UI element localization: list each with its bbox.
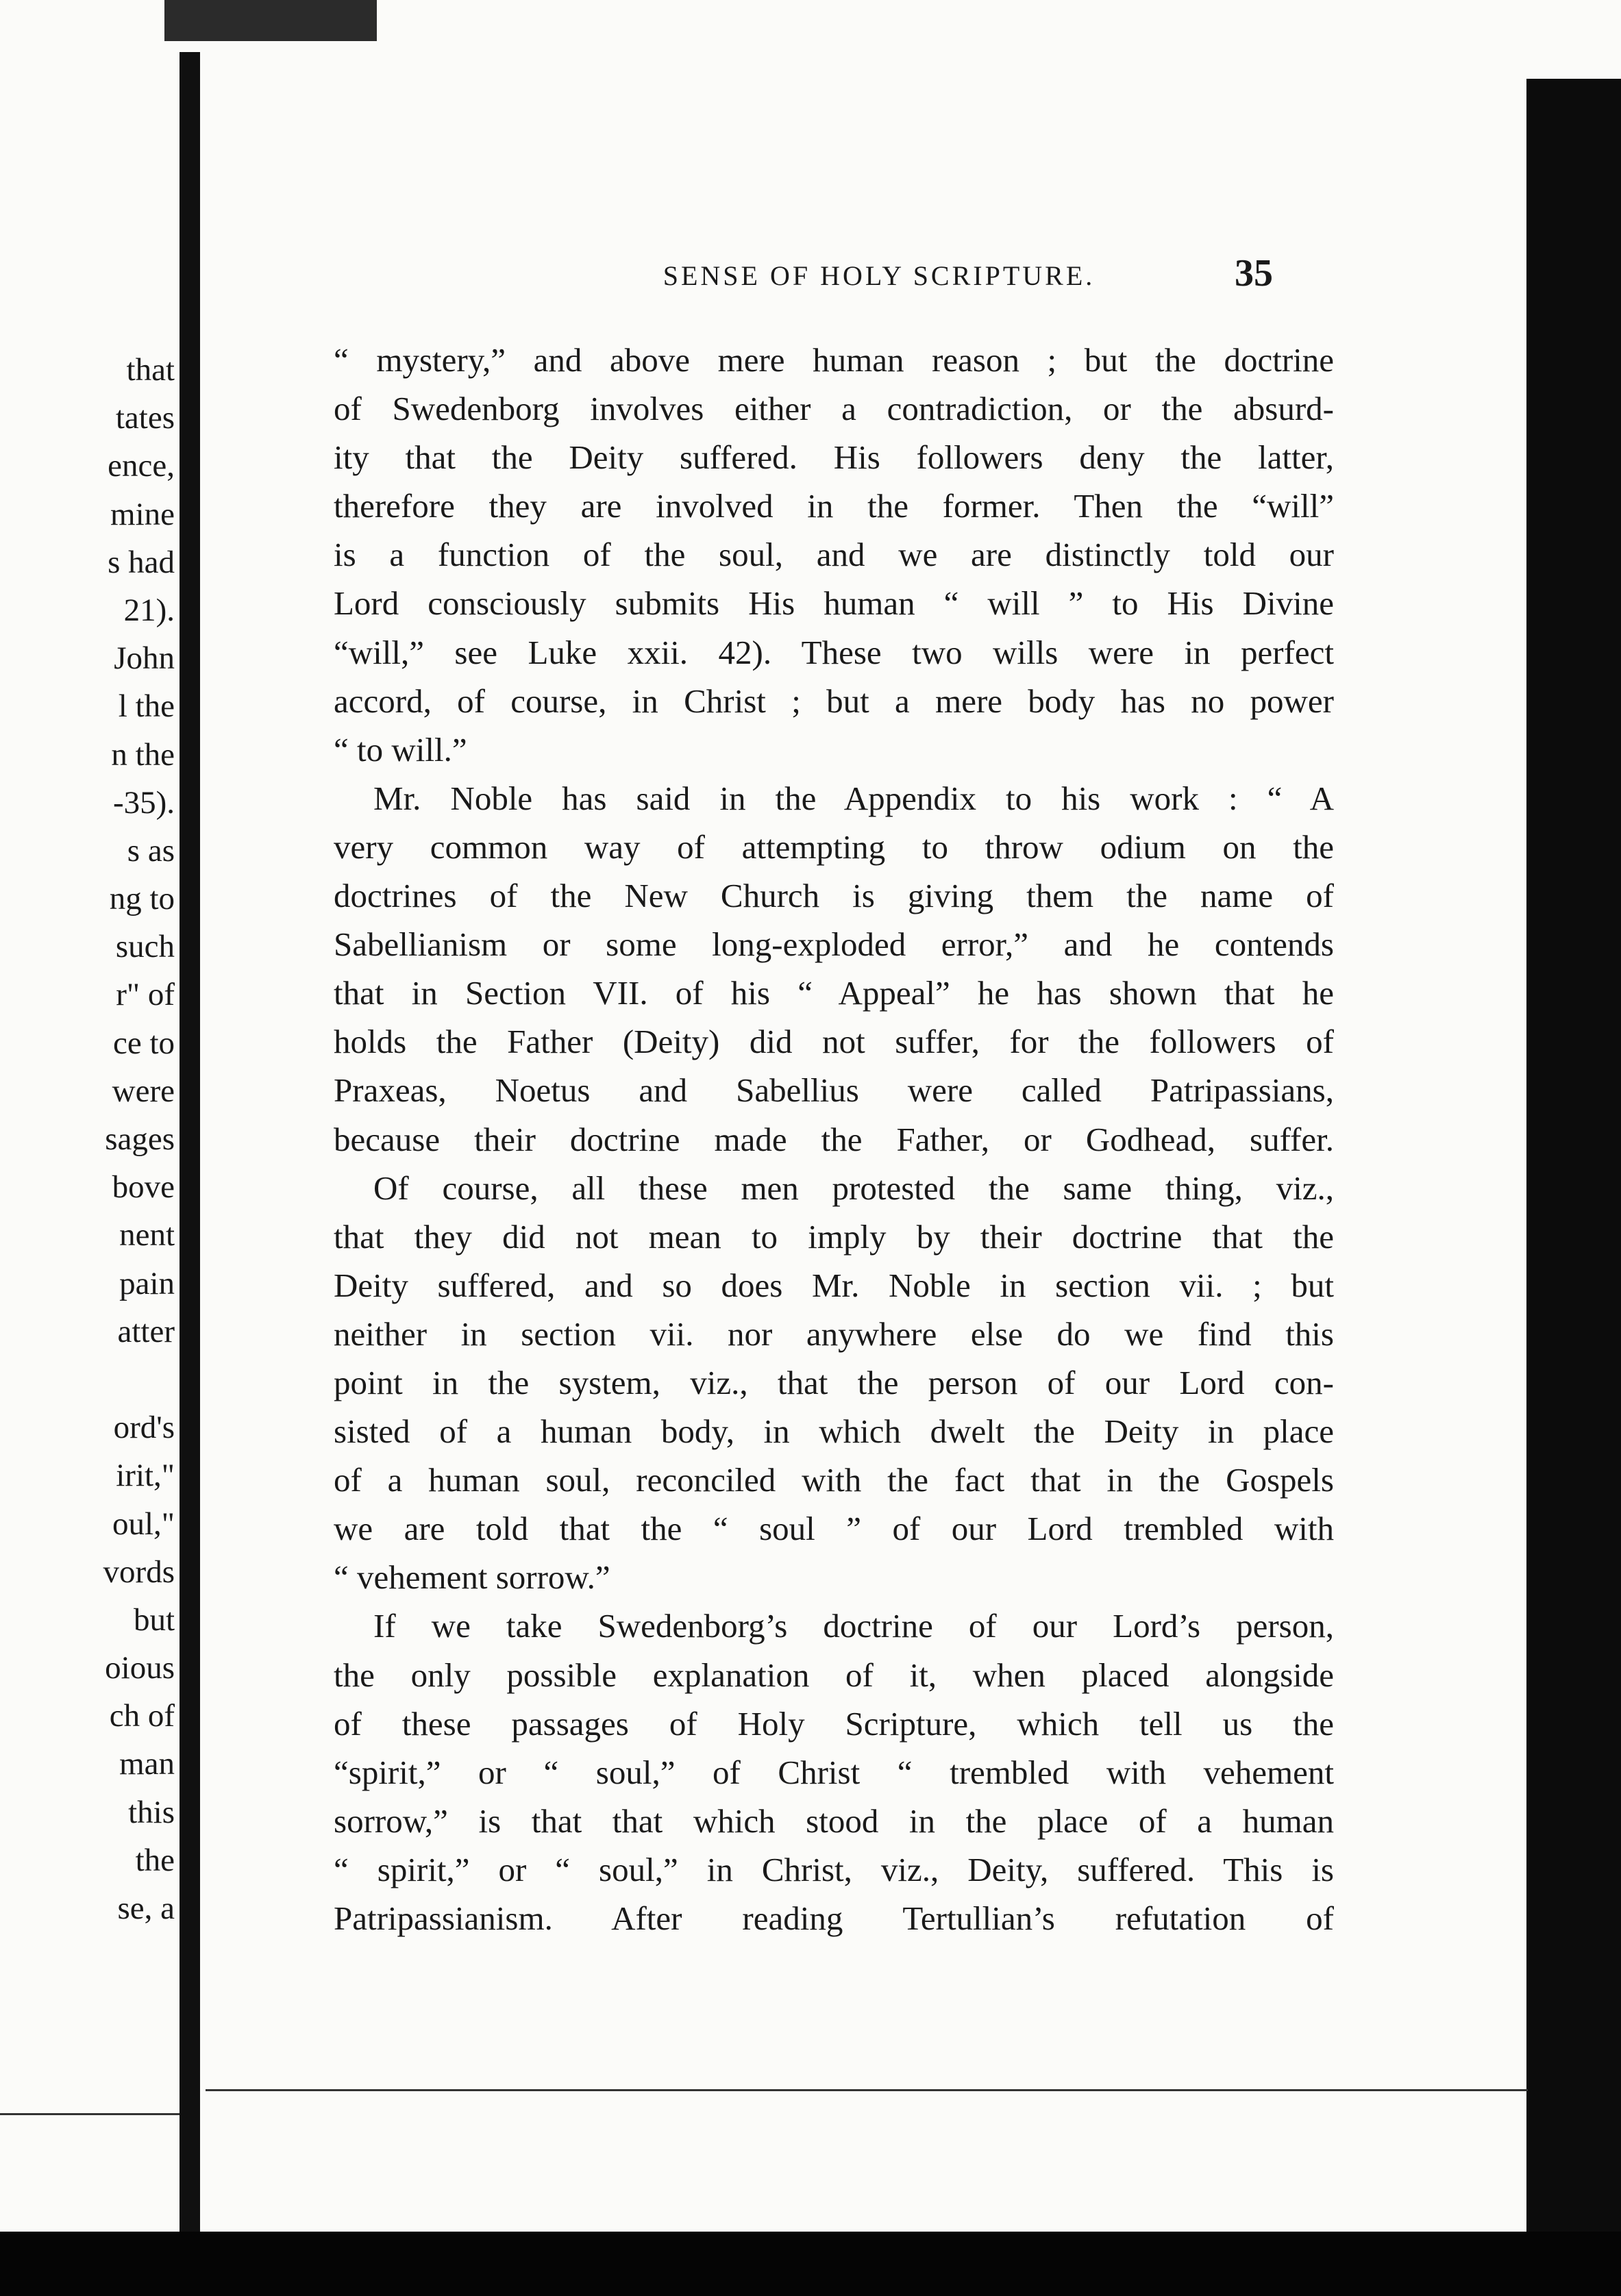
text-line: sorrow,” is that that which stood in the place of a human (334, 1801, 1334, 1840)
text-line: that in Section VII. of his “ Appeal” he has shown that he (334, 974, 1334, 1012)
text-line: ity that the Deity suffered. His followers deny the latter, (334, 438, 1334, 477)
text-line: therefore they are involved in the former. Then the “will” (334, 487, 1334, 525)
facing-page-line: ord's (113, 1410, 175, 1446)
text-line: “ to will.” (334, 730, 467, 769)
text-line: Deity suffered, and so does Mr. Noble in section vii. ; but (334, 1266, 1334, 1304)
facing-page-line: s had (108, 544, 175, 580)
text-line: point in the system, viz., that the person of our Lord con- (334, 1363, 1334, 1401)
text-line: that they did not mean to imply by their doctrine that the (334, 1217, 1334, 1256)
text-line: is a function of the soul, and we are distinctly told our (334, 536, 1334, 574)
text-line: Praxeas, Noetus and Sabellius were called Patripassians, (334, 1071, 1334, 1110)
text-line: “ mystery,” and above mere human reason ; but the doctrine (334, 341, 1334, 379)
bottom-rule-left (0, 2113, 180, 2115)
facing-page-line: man (119, 1746, 175, 1782)
facing-page-line: sages (105, 1121, 175, 1157)
text-line: Mr. Noble has said in the Appendix to his work : “ A (373, 779, 1334, 817)
facing-page-line: pain (119, 1265, 175, 1301)
text-line: of Swedenborg involves either a contradiction, or the absurd- (334, 390, 1334, 428)
paragraph (334, 1601, 1334, 1943)
text-line: “ spirit,” or “ soul,” in Christ, viz., Deity, suffered. This is (334, 1850, 1334, 1888)
facing-page-fragment (0, 346, 175, 1932)
text-line: “will,” see Luke xxii. 42). These two wills were in perfect (334, 633, 1334, 671)
text-line: very common way of attempting to throw odium on the (334, 827, 1334, 866)
facing-page-line: s as (127, 832, 175, 869)
binding-clip (164, 0, 377, 41)
facing-page-line: this (128, 1794, 175, 1830)
facing-page-line: l the (118, 688, 175, 725)
facing-page-line: oul," (112, 1506, 175, 1542)
facing-page-line: tates (115, 400, 175, 436)
facing-page-line: John (114, 640, 175, 677)
bottom-edge-shadow (0, 2232, 1621, 2296)
facing-page-line: that (126, 352, 175, 388)
page-number: 35 (1235, 252, 1273, 295)
facing-page-line (0, 1356, 269, 1403)
text-line: If we take Swedenborg’s doctrine of our Lord’s person, (373, 1607, 1334, 1645)
text-line: of a human soul, reconciled with the fact that in the Gospels (334, 1461, 1334, 1499)
facing-page-line: n the (111, 736, 175, 773)
facing-page-line: ch of (109, 1698, 175, 1734)
text-line: “ vehement sorrow.” (334, 1558, 610, 1597)
paragraph (334, 1164, 1334, 1602)
text-line: Patripassianism. After reading Tertullian’s refutation of (334, 1899, 1334, 1937)
facing-page-line: irit," (116, 1458, 175, 1494)
text-line: the only possible explanation of it, when placed alongside (334, 1656, 1334, 1694)
facing-page-line: oious (105, 1650, 175, 1686)
facing-page-line: mine (110, 496, 175, 532)
body-text (334, 336, 1334, 1943)
facing-page-line: were (112, 1073, 175, 1109)
text-line: Sabellianism or some long-exploded error,” and he contends (334, 925, 1334, 964)
facing-page-line: but (133, 1601, 175, 1638)
facing-page-line: such (115, 929, 175, 965)
paragraph (334, 774, 1334, 1164)
facing-page-line: 21). (123, 592, 175, 628)
text-line: neither in section vii. nor anywhere else do we find this (334, 1314, 1334, 1353)
text-line: we are told that the “ soul ” of our Lord trembled with (334, 1510, 1334, 1548)
text-line: accord, of course, in Christ ; but a mere body has no power (334, 682, 1334, 720)
facing-page-line: se, a (117, 1891, 175, 1926)
text-line: “spirit,” or “ soul,” of Christ “ trembled with vehement (334, 1753, 1334, 1791)
text-line: sisted of a human body, in which dwelt the Deity in place (334, 1412, 1334, 1451)
facing-page-line: vords (103, 1553, 175, 1590)
facing-page-line: atter (117, 1313, 175, 1349)
text-line: Of course, all these men protested the same thing, viz., (373, 1169, 1334, 1207)
facing-page-line: the (135, 1842, 175, 1878)
facing-page-line: ng to (109, 881, 175, 917)
text-line: of these passages of Holy Scripture, which tell us the (334, 1704, 1334, 1743)
text-line: holds the Father (Deity) did not suffer, for the followers of (334, 1023, 1334, 1061)
right-edge-shadow (1526, 79, 1621, 2296)
facing-page-line: nent (119, 1217, 175, 1253)
facing-page-line: r" of (116, 977, 175, 1013)
facing-page-line: ce to (112, 1025, 175, 1061)
facing-page-line: ence, (108, 448, 175, 484)
running-head: SENSE OF HOLY SCRIPTURE. (663, 260, 1096, 291)
text-line: because their doctrine made the Father, or Godhead, suffer. (334, 1120, 1334, 1158)
text-line: Lord consciously submits His human “ will ” to His Divine (334, 584, 1334, 623)
facing-page-line: -35). (112, 784, 175, 821)
facing-page-line: bove (112, 1169, 175, 1206)
paragraph (334, 336, 1334, 774)
bottom-rule (206, 2089, 1528, 2091)
text-line: doctrines of the New Church is giving them the name of (334, 877, 1334, 915)
